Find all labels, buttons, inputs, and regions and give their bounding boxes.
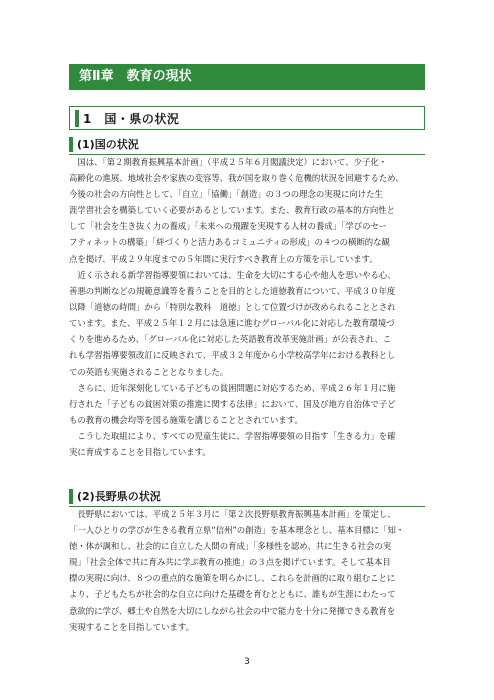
text-line: 行された「子どもの貧困対策の推進に関する法律」において、国及び地方自治体で子ど [69,399,396,410]
text-line: 現」「社会全体で共に育み共に学ぶ教育の推進」の３点を掲げています。そして基本目 [69,557,391,568]
section-heading [69,106,425,130]
paragraph [69,267,425,380]
text-line: さらに、近年深刻化している子どもの貧困問題に対応するため、平成２６年１月に施 [69,383,396,393]
text-line: ての英語も実施されることとなりました。 [69,366,229,377]
subsection-heading-prefecture [69,488,425,507]
paragraph [69,506,425,635]
section-accent-bar [75,110,79,127]
text-line: 実に育成することを目指しています。 [69,447,211,458]
paragraph [69,154,425,267]
page-number: 3 [244,657,250,667]
text-line: 長野県においては、平成２５年３月に「第２次長野県教育振興基本計画」を策定し、 [69,509,396,519]
subsection-accent-bar [69,137,73,152]
section-title: 1 国・県の状況 [83,111,180,126]
text-line: 高齢化の進展、地域社会や家族の変容等、我が国を取り巻く危機的状況を回避するため、 [69,173,404,184]
text-line: 近く示される新学習指導要領においては、生命を大切にする心や他人を思いやる心、 [69,270,396,280]
text-line: 善悪の判断などの規範意識等を養うことを目的とした道徳教育について、平成３０年度 [69,286,396,297]
text-line: 標の実現に向け、８つの重点的な施策を明らかにし、これらを計画的に取り組むことに [69,573,396,584]
subsection-accent-bar [69,489,73,504]
paragraph [69,428,425,460]
text-line: ています。また、平成２５年１２月には急速に進むグローバル化に対応した教育環境づ [69,318,395,329]
text-line: こうした取組により、すべての児童生徒に、学習指導要領の目指す「生きる力」を確 [69,431,396,441]
chapter-title: 第Ⅱ章 教育の現状 [69,64,425,90]
text-line: フティネットの構築」「絆づくりと活力あるコミュニティの形成」の４つの横断的な観 [69,237,390,248]
text-line: 国は、「第２期教育振興基本計画」（平成２５年６月閣議決定）において、少子化・ [69,157,388,167]
paragraph [69,380,425,428]
text-line: 以降「道徳の時間」から「特別な教科 道徳」として位置づけが改められることとされ [69,302,396,313]
subsection-title: (2)長野県の状況 [77,490,161,503]
text-line: 点を掲げ、平成２９年度までの５年間に実行すべき教育上の方策を示しています。 [69,253,378,264]
text-line: より、子どもたちが社会的な自立に向けた基礎を育むとともに、誰もが生涯にわたって [69,589,396,600]
text-line: れも学習指導要領改訂に反映されて、平成３２年度から小学校高学年における教科とし [69,350,396,361]
subsection-heading-national [69,136,425,155]
text-line: 意欲的に学び、郷土や自然を大切にしながら社会の中で能力を十分に発揮できる教育を [69,605,396,616]
text-line: 涯学習社会を構築していく必要があるとしています。また、教育行政の基本的方向性と [69,205,395,216]
text-line: もの教育の機会均等を図る施策を講じることとされています。 [69,415,303,426]
text-line: 実現することを目指しています。 [69,621,194,632]
text-line: 「一人ひとりの学びが生きる教育立県“信州”の創造」を基本理念とし、基本目標に「知・ [69,525,405,536]
text-line: して「社会を生き抜く力の養成」「未来への飛躍を実現する人材の養成」「学びのセー [69,221,387,232]
text-line: 今後の社会の方向性として、「自立」「協働」「創造」の３つの理念の実現に向けた生 [69,189,383,200]
text-line: 徳・体が調和し、社会的に自立した人間の育成」「多様性を認め、共に生きる社会の実 [69,541,392,552]
text-line: くりを進めるため、「グローバル化に対応した英語教育改革実施計画」が公表され、こ [69,334,392,345]
subsection-title: (1)国の状況 [77,138,139,151]
